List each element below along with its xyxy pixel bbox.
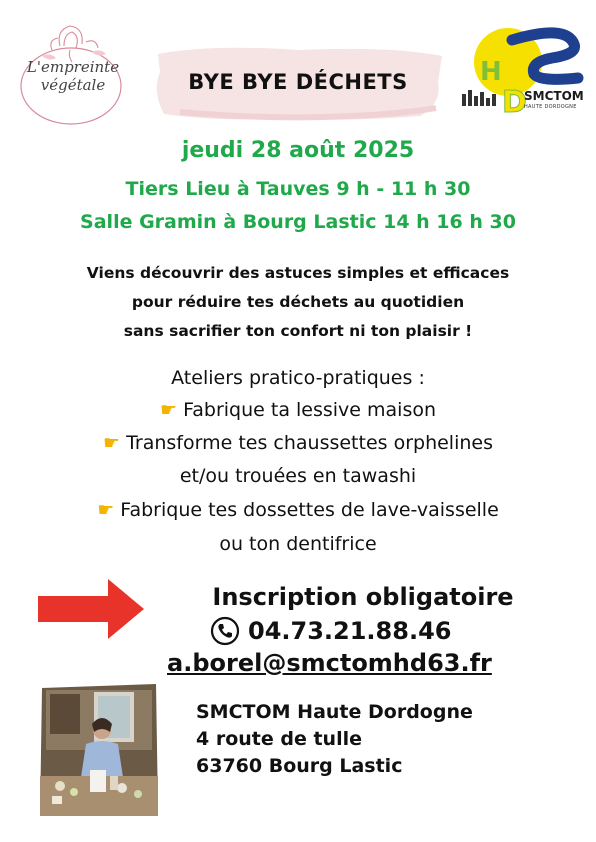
registration-email-link[interactable]: a.borel@smctomhd63.fr <box>167 649 492 677</box>
event-place-bourg-lastic: Salle Gramin à Bourg Lastic 14 h 16 h 30 <box>80 211 516 233</box>
workshop-item-lessive <box>0 399 596 421</box>
registration-phone[interactable] <box>210 616 451 646</box>
workshop-item-tawashi <box>0 432 596 454</box>
address-line-3: 63760 Bourg Lastic <box>196 755 403 777</box>
pointing-hand-icon: ☛ <box>97 499 115 521</box>
logo-left-text-line1: L'empreinte <box>26 58 120 76</box>
workshops-heading: Ateliers pratico-pratiques : <box>171 367 425 389</box>
logo-letter-h: H <box>480 57 502 87</box>
workshop-item-dossettes <box>0 499 596 521</box>
workshop-item-tawashi-label: Transforme tes chaussettes orphelines <box>126 432 493 454</box>
workshop-item-dossettes-continued: ou ton dentifrice <box>219 533 377 555</box>
registration-title: Inscription obligatoire <box>212 583 514 611</box>
address-line-1: SMCTOM Haute Dordogne <box>196 701 473 723</box>
phone-number[interactable]: 04.73.21.88.46 <box>248 617 452 645</box>
smctom-logo-subtext: HAUTE DORDOGNE <box>524 104 577 110</box>
event-place-tauves: Tiers Lieu à Tauves 9 h - 11 h 30 <box>125 178 471 200</box>
address-line-2: 4 route de tulle <box>196 728 362 750</box>
workshop-item-lessive-label: Fabrique ta lessive maison <box>183 399 437 421</box>
empreinte-vegetale-logo-text <box>14 58 132 94</box>
phone-icon <box>210 616 240 646</box>
workshop-item-tawashi-continued: et/ou trouées en tawashi <box>179 465 417 487</box>
smctom-logo-text: SMCTOM <box>524 89 584 103</box>
logo-left-text-line2: végétale <box>40 76 106 94</box>
intro-line-2: pour réduire tes déchets au quotidien <box>131 293 465 311</box>
workshop-item-dossettes-label: Fabrique tes dossettes de lave-vaisselle <box>120 499 499 521</box>
intro-line-3: sans sacrifier ton confort ni ton plaisir ! <box>123 322 473 340</box>
page-title: BYE BYE DÉCHETS <box>188 70 408 94</box>
logo-letter-d: D <box>502 85 527 120</box>
workshop-photo <box>40 684 158 816</box>
intro-line-1: Viens découvrir des astuces simples et efficaces <box>86 264 510 282</box>
pointing-hand-icon: ☛ <box>159 399 178 421</box>
arrow-right-icon <box>38 579 144 639</box>
event-date: jeudi 28 août 2025 <box>181 138 415 163</box>
pointing-hand-icon: ☛ <box>102 432 121 454</box>
